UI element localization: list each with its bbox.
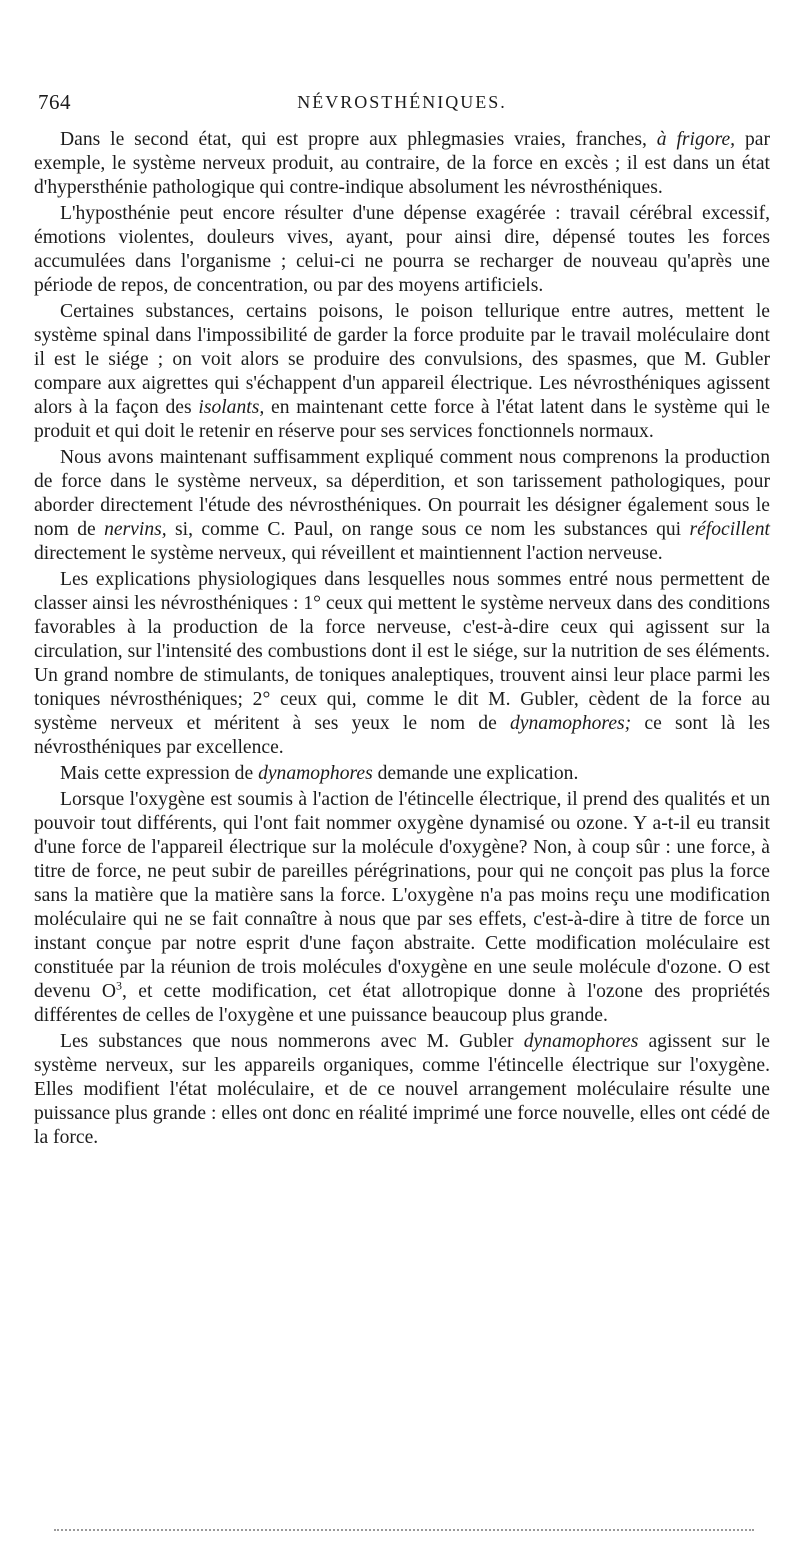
text-run: Les substances que nous nommerons avec M. Gubler [60,1031,524,1052]
text-run: L'hyposthénie peut encore résulter d'une dépense exagérée : travail cérébral excessif, émotions violentes, douleurs vives, ayant, pour ainsi dire, dépensé toutes les forces accumulées dans l'organisme ; celui-ci ne pourra se recharger de nouveau qu'après une période de repos, de concentration, ou par des moyens artificiels. [34,203,770,296]
running-head [34,88,770,128]
text-run: demande une explication. [372,763,579,784]
text-run: ce sont là les névrosthéniques par excellence. [34,713,770,758]
paragraph [34,128,770,200]
text-run: Lorsque l'oxygène est soumis à l'action de l'étincelle électrique, il prend des qualités et un pouvoir tout différents, qui l'ont fait nommer oxygène dynamisé ou ozone. Y a-t-il eu transit d'une force de l'appareil électrique sur la molécule d'oxygène? Non, à coup sûr : une force, à titre de force, ne peut subir de pareilles pérégrinations, pour qui ne conçoit pas plus la force sans la matière que la matière sans la force. L'oxygène n'a pas moins reçu une modification moléculaire qui ne se fait connaître à nous que par ses effets, c'est-à-dire à titre de force un instant conçue par notre esprit d'une façon abstraite. Cette modification moléculaire est constituée par la réunion de trois molécules d'oxygène en une seule molécule d'ozone. O est devenu O [34,789,770,1002]
paragraph [34,300,770,444]
text-run: Les explications physiologiques dans lesquelles nous sommes entré nous permettent de classer ainsi les névrosthéniques : 1° ceux qui mettent le système nerveux dans des conditions favorables à la production de la force nerveuse, c'est-à-dire ceux qui agissent sur la circulation, sur l'intensité des combustions dont il est le siége, sur la nutrition de ses éléments. Un grand nombre de stimulants, de toniques analeptiques, trouvent ainsi leur place parmi les toniques névrosthéniques; 2° ceux qui, comme le dit M. Gubler, cèdent de la force au système nerveux et méritent à ses yeux le nom de [34,569,770,734]
paragraph [34,762,770,786]
italic-text: isolants, [198,397,265,418]
text-run: directement le système nerveux, qui réveillent et maintiennent l'action nerveuse. [34,543,663,564]
text-run: par exemple, le système nerveux produit, au contraire, de la force en excès ; il est dans un état d'hypersthénie pathologique qui contre-indique absolument les névrosthéniques. [34,129,770,198]
paragraph [34,1030,770,1150]
italic-text: à frigore, [656,129,736,150]
text-run: Dans le second état, qui est propre aux phlegmasies vraies, franches, [60,129,657,150]
body-text [34,128,770,1150]
paragraph [34,202,770,298]
paragraph [34,446,770,566]
text-run: Mais cette expression de [60,763,259,784]
text-run: si, comme C. Paul, on range sous ce nom les substances qui [166,519,690,540]
paragraph [34,568,770,760]
bottom-dotted-rule [54,1529,754,1531]
running-title: NÉVROSTHÉNIQUES. [297,92,507,112]
italic-text: réfocillent [689,519,770,540]
book-page [34,88,770,1152]
text-run: en maintenant cette force à l'état latent dans le système qui le produit et qui doit le retenir en réserve pour ses services fonctionnels normaux. [34,397,770,442]
italic-text: dynamophores [523,1031,639,1052]
superscript: 3 [116,978,123,993]
text-run: , et cette modification, cet état allotropique donne à l'ozone des propriétés différentes de celles de l'oxygène et une puissance beaucoup plus grande. [34,981,770,1026]
text-run: Nous avons maintenant suffisamment expliqué comment nous comprenons la production de force dans le système nerveux, sa déperdition, et son tarissement pathologiques, pour aborder directement l'étude des névrosthéniques. On pourrait les désigner également sous le nom de [34,447,770,540]
text-run: agissent sur le système nerveux, sur les appareils organiques, comme l'étincelle électrique sur l'oxygène. Elles modifient l'état moléculaire, et de ce nouvel arrangement moléculaire résulte une puissance plus grande : elles ont donc en réalité imprimé une force nouvelle, elles ont cédé de la force. [34,1031,770,1148]
paragraph [34,788,770,1028]
page-number: 764 [38,90,71,114]
italic-text: nervins, [104,519,167,540]
text-run: Certaines substances, certains poisons, le poison tellurique entre autres, mettent le système spinal dans l'impossibilité de garder la force produite par le travail moléculaire dont il est le siége ; on voit alors se produire des convulsions, des spasmes, que M. Gubler compare aux aigrettes qui s'échappent d'un appareil électrique. Les névrosthéniques agissent alors à la façon des [34,301,770,418]
italic-text: dynamophores [258,763,373,784]
italic-text: dynamophores; [510,713,632,734]
